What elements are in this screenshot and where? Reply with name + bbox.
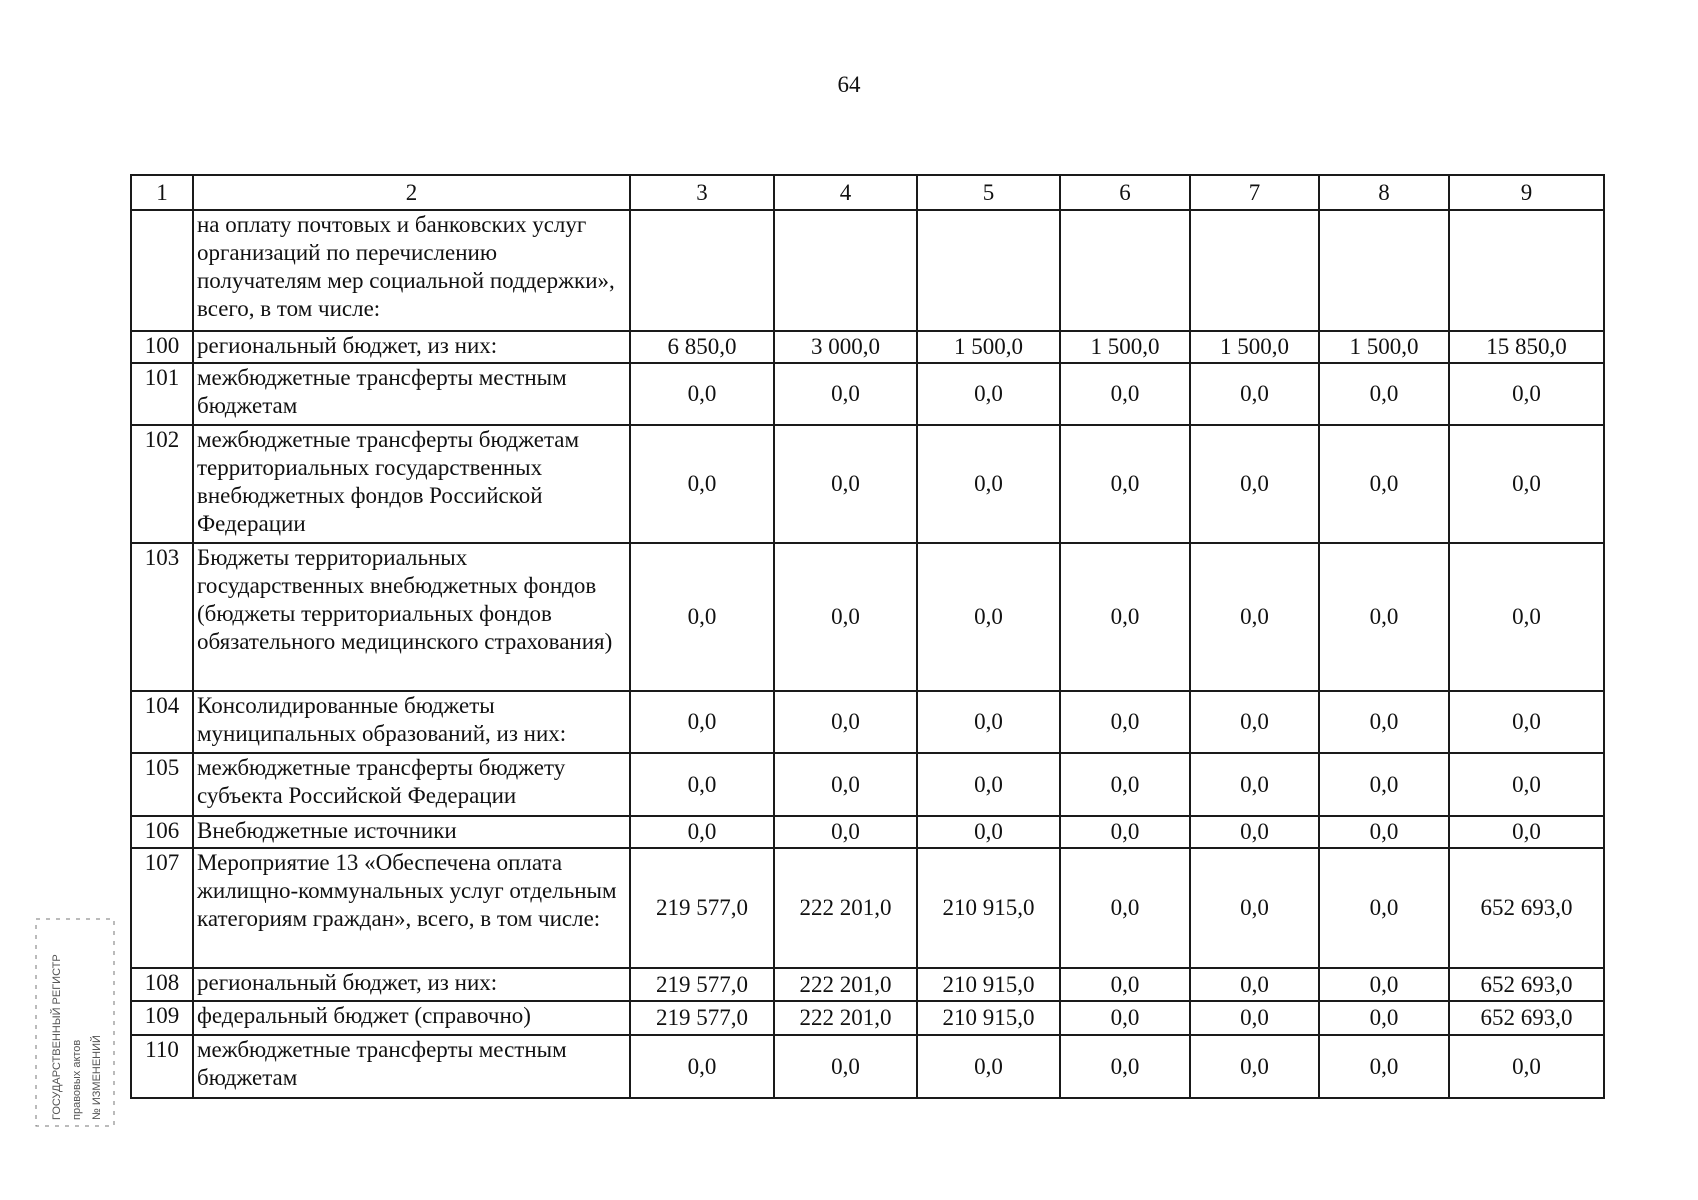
row-description: Мероприятие 13 «Обеспечена оплата жилищно-коммунальных услуг отдельным категориям граждан», всего, в том числе: (193, 848, 630, 968)
value-cell: 219 577,0 (630, 848, 774, 968)
row-description: Внебюджетные источники (193, 816, 630, 848)
value-cell: 0,0 (1449, 691, 1604, 753)
value-cell: 219 577,0 (630, 968, 774, 1001)
value-cell: 0,0 (1060, 1035, 1190, 1098)
value-cell: 222 201,0 (774, 1001, 917, 1035)
row-description: межбюджетные трансферты местным бюджетам (193, 1035, 630, 1098)
value-cell: 0,0 (1060, 543, 1190, 691)
value-cell: 3 000,0 (774, 331, 917, 363)
value-cell: 222 201,0 (774, 848, 917, 968)
value-cell: 0,0 (1060, 1001, 1190, 1035)
value-cell: 0,0 (917, 363, 1060, 425)
row-description: федеральный бюджет (справочно) (193, 1001, 630, 1035)
value-cell: 0,0 (630, 753, 774, 816)
value-cell: 0,0 (1319, 1001, 1449, 1035)
table-row (131, 816, 1604, 848)
table-row (131, 1001, 1604, 1035)
value-cell: 0,0 (917, 753, 1060, 816)
value-cell: 0,0 (917, 1035, 1060, 1098)
value-cell: 0,0 (630, 1035, 774, 1098)
value-cell: 0,0 (630, 816, 774, 848)
value-cell: 0,0 (1319, 543, 1449, 691)
row-number: 101 (131, 363, 193, 425)
value-cell (1060, 210, 1190, 331)
value-cell (1319, 210, 1449, 331)
value-cell: 15 850,0 (1449, 331, 1604, 363)
budget-table (130, 174, 1605, 1099)
value-cell: 0,0 (630, 543, 774, 691)
value-cell: 0,0 (1060, 691, 1190, 753)
row-number: 104 (131, 691, 193, 753)
value-cell: 0,0 (1190, 968, 1319, 1001)
table-row (131, 968, 1604, 1001)
value-cell: 0,0 (1319, 425, 1449, 543)
value-cell (630, 210, 774, 331)
header-cell: 1 (131, 175, 193, 210)
value-cell: 219 577,0 (630, 1001, 774, 1035)
value-cell: 1 500,0 (1319, 331, 1449, 363)
row-number: 105 (131, 753, 193, 816)
value-cell: 0,0 (917, 691, 1060, 753)
registration-stamp (30, 915, 120, 1130)
value-cell: 0,0 (1060, 816, 1190, 848)
row-number: 108 (131, 968, 193, 1001)
value-cell: 0,0 (1319, 1035, 1449, 1098)
value-cell: 0,0 (1190, 1001, 1319, 1035)
row-number: 103 (131, 543, 193, 691)
row-number: 110 (131, 1035, 193, 1098)
table-row (131, 210, 1604, 331)
value-cell: 0,0 (1319, 816, 1449, 848)
value-cell: 0,0 (1190, 1035, 1319, 1098)
value-cell: 1 500,0 (1190, 331, 1319, 363)
stamp-line: ГОСУДАРСТВЕННЫЙ РЕГИСТР (51, 954, 63, 1120)
value-cell: 0,0 (917, 543, 1060, 691)
table-row (131, 331, 1604, 363)
value-cell: 210 915,0 (917, 848, 1060, 968)
row-number: 100 (131, 331, 193, 363)
header-cell: 8 (1319, 175, 1449, 210)
value-cell: 0,0 (774, 543, 917, 691)
stamp-line: правовых актов (71, 1039, 83, 1120)
value-cell: 0,0 (917, 425, 1060, 543)
header-cell: 6 (1060, 175, 1190, 210)
value-cell: 0,0 (1190, 753, 1319, 816)
value-cell: 0,0 (1319, 753, 1449, 816)
table-header-row (131, 175, 1604, 210)
value-cell: 0,0 (1060, 848, 1190, 968)
stamp-line: № ИЗМЕНЕНИЙ (91, 1035, 103, 1120)
row-description: региональный бюджет, из них: (193, 968, 630, 1001)
table-row (131, 753, 1604, 816)
header-cell: 4 (774, 175, 917, 210)
row-number: 106 (131, 816, 193, 848)
row-description: межбюджетные трансферты бюджету субъекта Российской Федерации (193, 753, 630, 816)
table-row (131, 848, 1604, 968)
value-cell: 0,0 (1449, 816, 1604, 848)
value-cell: 0,0 (774, 425, 917, 543)
row-description: Бюджеты территориальных государственных внебюджетных фондов (бюджеты территориальных фондов обязательного медицинского страхования) (193, 543, 630, 691)
value-cell: 0,0 (774, 1035, 917, 1098)
value-cell: 652 693,0 (1449, 848, 1604, 968)
value-cell: 652 693,0 (1449, 968, 1604, 1001)
value-cell: 0,0 (774, 816, 917, 848)
value-cell: 0,0 (1319, 363, 1449, 425)
page-number: 64 (837, 72, 861, 97)
value-cell: 0,0 (630, 691, 774, 753)
value-cell: 0,0 (630, 425, 774, 543)
value-cell: 0,0 (1449, 543, 1604, 691)
value-cell: 0,0 (1190, 543, 1319, 691)
row-number: 107 (131, 848, 193, 968)
header-cell: 5 (917, 175, 1060, 210)
table-row (131, 543, 1604, 691)
value-cell (917, 210, 1060, 331)
value-cell: 0,0 (1319, 691, 1449, 753)
header-cell: 7 (1190, 175, 1319, 210)
table-row (131, 425, 1604, 543)
row-description: межбюджетные трансферты бюджетам территориальных государственных внебюджетных фондов Российской Федерации (193, 425, 630, 543)
value-cell: 210 915,0 (917, 968, 1060, 1001)
row-number: 102 (131, 425, 193, 543)
value-cell: 0,0 (917, 816, 1060, 848)
value-cell (1449, 210, 1604, 331)
value-cell: 0,0 (1449, 1035, 1604, 1098)
value-cell: 0,0 (1319, 968, 1449, 1001)
value-cell: 0,0 (1060, 968, 1190, 1001)
row-description: на оплату почтовых и банковских услуг организаций по перечислению получателям мер социальной поддержки», всего, в том числе: (193, 210, 630, 331)
header-cell: 3 (630, 175, 774, 210)
value-cell (774, 210, 917, 331)
value-cell: 0,0 (1060, 363, 1190, 425)
value-cell: 0,0 (1190, 848, 1319, 968)
value-cell (1190, 210, 1319, 331)
value-cell: 0,0 (1060, 425, 1190, 543)
row-description: Консолидированные бюджеты муниципальных образований, из них: (193, 691, 630, 753)
header-cell: 9 (1449, 175, 1604, 210)
value-cell: 222 201,0 (774, 968, 917, 1001)
row-description: региональный бюджет, из них: (193, 331, 630, 363)
value-cell: 0,0 (1449, 363, 1604, 425)
value-cell: 1 500,0 (917, 331, 1060, 363)
value-cell: 0,0 (1190, 816, 1319, 848)
value-cell: 0,0 (1190, 363, 1319, 425)
value-cell: 0,0 (1060, 753, 1190, 816)
table-row (131, 1035, 1604, 1098)
value-cell: 0,0 (774, 691, 917, 753)
value-cell: 0,0 (1319, 848, 1449, 968)
row-description: межбюджетные трансферты местным бюджетам (193, 363, 630, 425)
header-cell: 2 (193, 175, 630, 210)
row-number (131, 210, 193, 331)
row-number: 109 (131, 1001, 193, 1035)
table-row (131, 691, 1604, 753)
value-cell: 0,0 (774, 363, 917, 425)
value-cell: 0,0 (774, 753, 917, 816)
value-cell: 652 693,0 (1449, 1001, 1604, 1035)
value-cell: 0,0 (1190, 691, 1319, 753)
value-cell: 210 915,0 (917, 1001, 1060, 1035)
value-cell: 1 500,0 (1060, 331, 1190, 363)
value-cell: 6 850,0 (630, 331, 774, 363)
value-cell: 0,0 (1190, 425, 1319, 543)
value-cell: 0,0 (630, 363, 774, 425)
value-cell: 0,0 (1449, 425, 1604, 543)
value-cell: 0,0 (1449, 753, 1604, 816)
table-row (131, 363, 1604, 425)
